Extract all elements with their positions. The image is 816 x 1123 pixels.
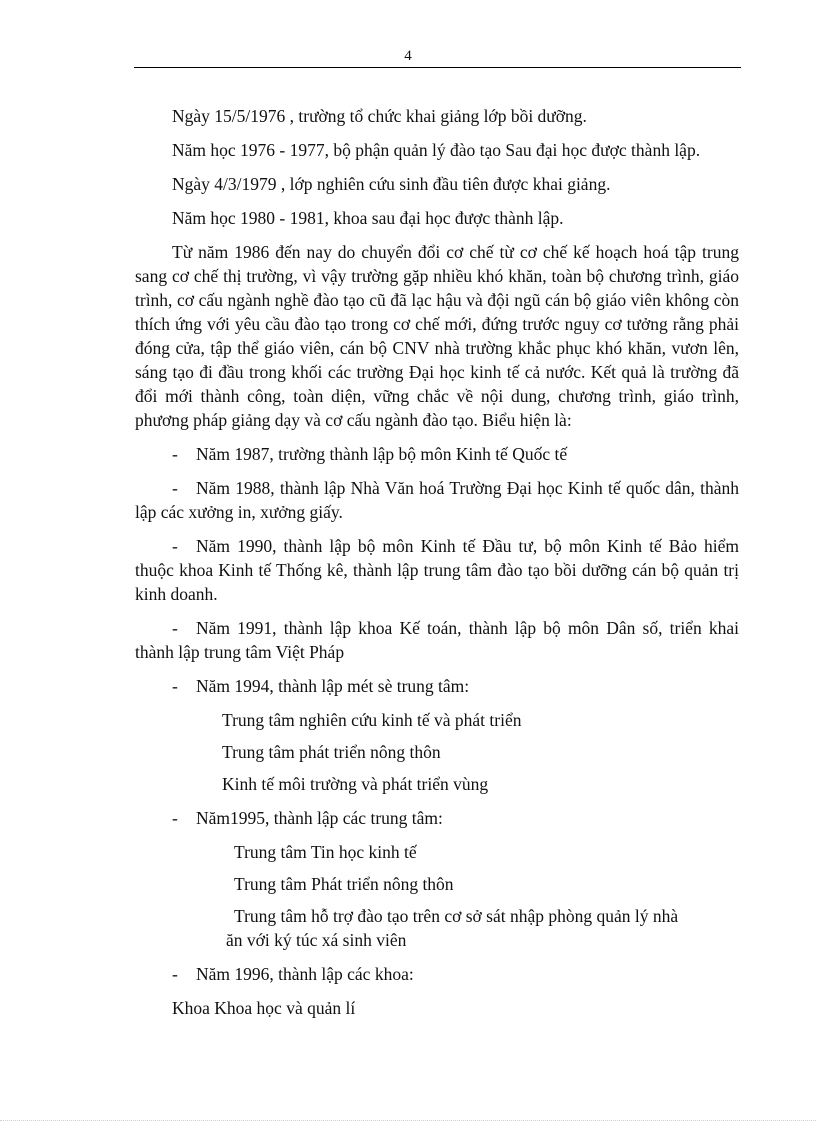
bullet-item xyxy=(135,806,739,830)
center-item: Kinh tế môi trường và phát triển vùng xyxy=(222,774,489,794)
bullet-item xyxy=(135,962,739,986)
line-1979-phd: Ngày 4/3/1979 , lớp nghiên cứu sinh đầu tiên được khai giảng. xyxy=(172,174,611,194)
bullet-dash: - xyxy=(172,618,178,638)
bullet-item xyxy=(135,476,739,524)
center-item: Trung tâm Phát triển nông thôn xyxy=(234,874,454,894)
main-paragraph: Từ năm 1986 đến nay do chuyển đổi cơ chế từ cơ chế kế hoạch hoá tập trung sang cơ chế thị trường, vì vậy trường gặp nhiều khó khăn, toàn bộ chương trình, giáo trình, cơ cấu ngành nghề đào tạo cũ đã lạc hậu và đội ngũ cán bộ giáo viên không còn thích ứng với yêu cầu đào tạo trong cơ chế mới, đứng trước nguy cơ tưởng rằng phải đóng cửa, tập thể giáo viên, cán bộ CNV nhà trường khắc phục khó khăn, vươn lên, sáng tạo đi đầu trong khối các trường Đại học kinh tế cả nước. Kết quả là trường đã đổi mới thành công, toàn diện, vững chắc về nội dung, chương trình, giáo trình, phương pháp giảng dạy và cơ cấu ngành đào tạo. Biểu hiện là: xyxy=(135,242,739,430)
bullet-text: Năm1995, thành lập các trung tâm: xyxy=(196,808,443,828)
center-item-long-line-1: Trung tâm hỗ trợ đào tạo trên cơ sở sát nhập phòng quản lý nhà xyxy=(234,906,679,926)
bullet-item xyxy=(135,674,739,698)
center-item: Trung tâm phát triển nông thôn xyxy=(222,742,441,762)
bullet-dash: - xyxy=(172,478,178,498)
bullet-item xyxy=(135,442,739,466)
bullet-dash: - xyxy=(172,536,178,556)
bullet-text: Năm 1987, trường thành lập bộ môn Kinh tế Quốc tế xyxy=(196,444,568,464)
bullet-text: Năm 1991, thành lập khoa Kế toán, thành lập bộ môn Dân số, triển khai thành lập trung tâm Việt Pháp xyxy=(135,618,739,662)
page-bottom-rule xyxy=(0,1120,816,1121)
document-body xyxy=(135,104,739,1020)
faculty-item: Khoa Khoa học và quản lí xyxy=(172,998,356,1018)
center-item-long-line-2: ăn với ký túc xá sinh viên xyxy=(226,930,407,950)
center-item: Trung tâm Tin học kinh tế xyxy=(234,842,417,862)
line-1980-faculty: Năm học 1980 - 1981, khoa sau đại học được thành lập. xyxy=(172,208,564,228)
center-item: Trung tâm nghiên cứu kinh tế và phát triển xyxy=(222,710,522,730)
bullet-dash: - xyxy=(172,676,178,696)
bullet-dash: - xyxy=(172,808,178,828)
page-number: 4 xyxy=(404,48,412,64)
header-rule xyxy=(134,67,741,68)
bullet-item xyxy=(135,616,739,664)
bullet-item xyxy=(135,534,739,606)
bullet-text: Năm 1996, thành lập các khoa: xyxy=(196,964,414,984)
line-1976-opening: Ngày 15/5/1976 , trường tổ chức khai giảng lớp bồi dưỡng. xyxy=(172,106,587,126)
bullet-dash: - xyxy=(172,964,178,984)
bullet-text: Năm 1988, thành lập Nhà Văn hoá Trường Đại học Kinh tế quốc dân, thành lập các xưởng in, xưởng giấy. xyxy=(135,478,739,522)
line-1976-postgrad: Năm học 1976 - 1977, bộ phận quản lý đào tạo Sau đại học được thành lập. xyxy=(172,140,701,160)
bullet-text: Năm 1994, thành lập mét sè trung tâm: xyxy=(196,676,470,696)
center-item-long xyxy=(226,904,739,952)
bullet-dash: - xyxy=(172,444,178,464)
bullet-text: Năm 1990, thành lập bộ môn Kinh tế Đầu tư, bộ môn Kinh tế Bảo hiểm thuộc khoa Kinh tế Thống kê, thành lập trung tâm đào tạo bồi dưỡng cán bộ quản trị kinh doanh. xyxy=(135,536,739,604)
